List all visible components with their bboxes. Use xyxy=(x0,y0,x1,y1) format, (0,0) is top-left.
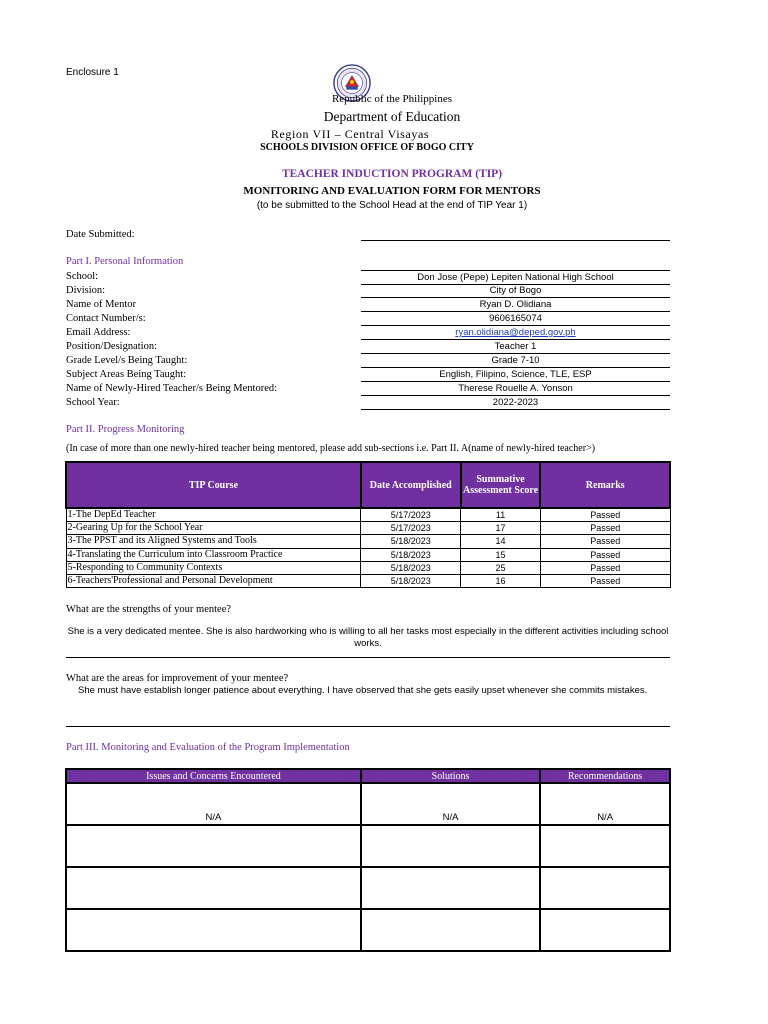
score-cell[interactable]: 14 xyxy=(461,535,541,548)
table-row xyxy=(66,825,670,867)
table-row xyxy=(66,535,670,548)
table-header-row xyxy=(66,769,670,783)
part1-title: Part I. Personal Information xyxy=(66,256,184,267)
course-cell[interactable]: 3-The PPST and its Aligned Systems and Tools xyxy=(66,535,361,548)
table-row xyxy=(66,508,670,522)
enclosure-label: Enclosure 1 xyxy=(66,67,119,78)
school-year-value[interactable]: 2022-2023 xyxy=(361,396,670,410)
region-heading: Region VII – Central Visayas xyxy=(270,127,430,141)
email-value[interactable] xyxy=(361,326,670,340)
score-cell[interactable]: 17 xyxy=(461,522,541,535)
column-header-score: Summative Assessment Score xyxy=(461,462,541,508)
course-cell[interactable]: 5-Responding to Community Contexts xyxy=(66,561,361,574)
strengths-answer[interactable]: She is a very dedicated mentee. She is also hardworking who is willing to all her tasks most especially in the different activities including school works. xyxy=(67,626,669,649)
date-cell[interactable]: 5/18/2023 xyxy=(361,561,461,574)
table-row xyxy=(66,561,670,574)
date-submitted-field[interactable] xyxy=(361,240,670,241)
improvement-question: What are the areas for improvement of your mentee? xyxy=(66,673,289,684)
field-label: School Year: xyxy=(66,397,120,408)
table-row xyxy=(66,522,670,535)
tip-course-table xyxy=(65,461,671,588)
remarks-cell[interactable]: Passed xyxy=(540,522,670,535)
division-value[interactable]: City of Bogo xyxy=(361,284,670,298)
divider xyxy=(66,657,670,658)
form-title: MONITORING AND EVALUATION FORM FOR MENTORS xyxy=(243,185,541,197)
score-cell[interactable]: 11 xyxy=(461,508,541,522)
solutions-cell[interactable]: N/A xyxy=(361,783,540,825)
grade-level-value[interactable]: Grade 7-10 xyxy=(361,354,670,368)
remarks-cell[interactable]: Passed xyxy=(540,561,670,574)
recommendations-cell[interactable] xyxy=(540,825,670,867)
remarks-cell[interactable]: Passed xyxy=(540,508,670,522)
issues-cell[interactable]: N/A xyxy=(66,783,361,825)
field-label: Position/Designation: xyxy=(66,341,158,352)
course-cell[interactable]: 6-Teachers'Professional and Personal Development xyxy=(66,574,361,587)
field-label: School: xyxy=(66,271,99,282)
table-row xyxy=(66,574,670,587)
recommendations-cell[interactable] xyxy=(540,909,670,951)
part2-note: (In case of more than one newly-hired teacher being mentored, please add sub-sections i.e. Part II. A(name of newly-hired teacher>) xyxy=(66,443,596,454)
program-implementation-table xyxy=(65,768,671,952)
field-label: Subject Areas Being Taught: xyxy=(66,369,187,380)
email-link[interactable]: ryan.olidiana@deped.gov.ph xyxy=(455,327,576,338)
table-header-row xyxy=(66,462,670,508)
date-cell[interactable]: 5/17/2023 xyxy=(361,508,461,522)
column-header-issues: Issues and Concerns Encountered xyxy=(66,769,361,783)
solutions-cell[interactable] xyxy=(361,825,540,867)
improvement-answer[interactable]: She must have establish longer patience about everything. I have observed that she gets easily upset whenever she commits mistakes. xyxy=(78,685,648,696)
part2-title: Part II. Progress Monitoring xyxy=(66,424,185,435)
remarks-cell[interactable]: Passed xyxy=(540,548,670,561)
score-cell[interactable]: 25 xyxy=(461,561,541,574)
date-cell[interactable]: 5/18/2023 xyxy=(361,548,461,561)
field-label: Email Address: xyxy=(66,327,131,338)
mentor-name-value[interactable]: Ryan D. Olidiana xyxy=(361,298,670,312)
field-label: Contact Number/s: xyxy=(66,313,146,324)
column-header-recommendations: Recommendations xyxy=(540,769,670,783)
program-title: TEACHER INDUCTION PROGRAM (TIP) xyxy=(281,168,503,180)
recommendations-cell[interactable]: N/A xyxy=(540,783,670,825)
department-heading: Department of Education xyxy=(323,109,461,124)
submission-note: (to be submitted to the School Head at the end of TIP Year 1) xyxy=(256,200,528,211)
republic-heading: Republic of the Philippines xyxy=(331,93,453,105)
column-header-remarks: Remarks xyxy=(540,462,670,508)
issues-cell[interactable] xyxy=(66,825,361,867)
date-cell[interactable]: 5/18/2023 xyxy=(361,574,461,587)
field-label: Name of Mentor xyxy=(66,299,136,310)
field-label: Name of Newly-Hired Teacher/s Being Mentored: xyxy=(66,383,278,394)
solutions-cell[interactable] xyxy=(361,867,540,909)
table-row xyxy=(66,867,670,909)
column-header-course: TIP Course xyxy=(66,462,361,508)
table-row xyxy=(66,783,670,825)
column-header-solutions: Solutions xyxy=(361,769,540,783)
school-value[interactable]: Don Jose (Pepe) Lepiten National High School xyxy=(361,270,670,285)
mentee-name-value[interactable]: Therese Rouelle A. Yonson xyxy=(361,382,670,396)
column-header-date: Date Accomplished xyxy=(361,462,461,508)
divider xyxy=(66,726,670,727)
remarks-cell[interactable]: Passed xyxy=(540,535,670,548)
course-cell[interactable]: 2-Gearing Up for the School Year xyxy=(66,522,361,535)
contact-number-value[interactable]: 9606165074 xyxy=(361,312,670,326)
field-label: Grade Level/s Being Taught: xyxy=(66,355,188,366)
course-cell[interactable]: 4-Translating the Curriculum into Classroom Practice xyxy=(66,548,361,561)
date-cell[interactable]: 5/18/2023 xyxy=(361,535,461,548)
score-cell[interactable]: 16 xyxy=(461,574,541,587)
subject-areas-value[interactable]: English, Filipino, Science, TLE, ESP xyxy=(361,368,670,382)
date-cell[interactable]: 5/17/2023 xyxy=(361,522,461,535)
date-submitted-label: Date Submitted: xyxy=(66,229,135,240)
division-office-heading: SCHOOLS DIVISION OFFICE OF BOGO CITY xyxy=(260,142,474,153)
table-row xyxy=(66,909,670,951)
score-cell[interactable]: 15 xyxy=(461,548,541,561)
remarks-cell[interactable]: Passed xyxy=(540,574,670,587)
strengths-question: What are the strengths of your mentee? xyxy=(66,604,232,615)
solutions-cell[interactable] xyxy=(361,909,540,951)
table-row xyxy=(66,548,670,561)
position-value[interactable]: Teacher 1 xyxy=(361,340,670,354)
issues-cell[interactable] xyxy=(66,909,361,951)
part3-title: Part III. Monitoring and Evaluation of the Program Implementation xyxy=(66,742,350,753)
course-cell[interactable]: 1-The DepEd Teacher xyxy=(66,508,361,522)
issues-cell[interactable] xyxy=(66,867,361,909)
field-label: Division: xyxy=(66,285,106,296)
recommendations-cell[interactable] xyxy=(540,867,670,909)
